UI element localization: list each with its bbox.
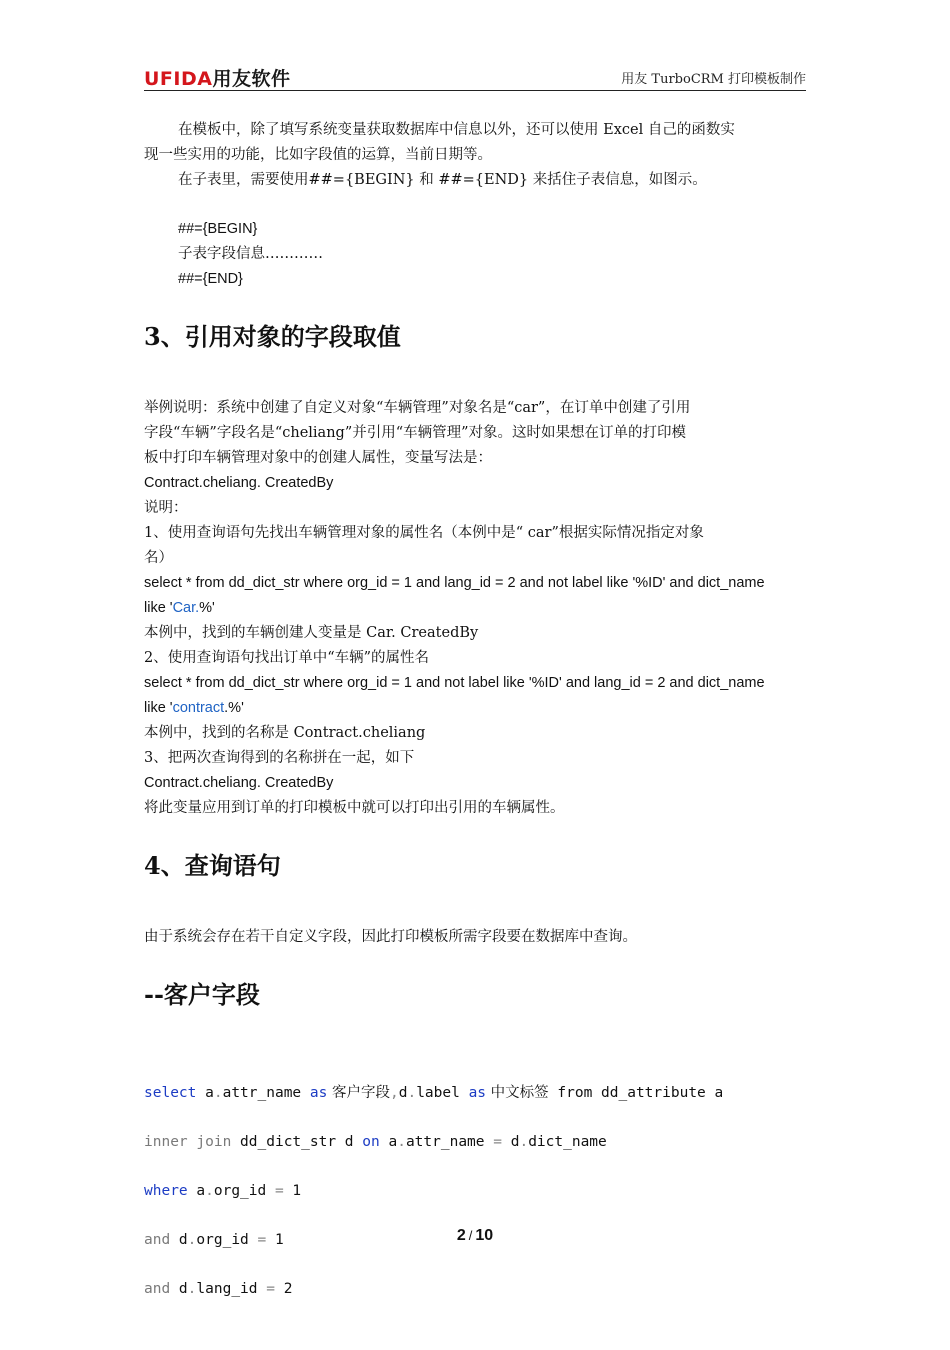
ufida-logo (144, 64, 290, 91)
code-token: a (379, 1133, 398, 1150)
code-line (144, 1277, 806, 1302)
section3-line: Contract.cheliang. CreatedBy (144, 775, 334, 791)
section3-sql-2: select * from dd_dict_str where org_id = 1 and not label like '%ID' and lang_id = 2 and dict_name (144, 675, 765, 691)
like-prefix: like ' (144, 700, 173, 716)
section3-line: 本例中，找到的名称是 Contract.cheliang (144, 725, 426, 741)
like-suffix: .%' (224, 700, 244, 716)
section4-text: 由于系统会存在若干自定义字段，因此打印模板所需字段要在数据库中查询。 (144, 929, 637, 945)
code-token: . (397, 1133, 406, 1150)
intro-paragraph-2: 在子表里，需要使用##={BEGIN} 和 ##={END} 来括住子表信息，如图示。 (178, 172, 707, 188)
code-token: a (187, 1182, 206, 1199)
section3-line: 1、使用查询语句先找出车辆管理对象的属性名（本例中是“ car”根据实际情况指定对象 (144, 525, 704, 541)
section3-line: 说明： (144, 500, 188, 516)
begin-marker: ##={BEGIN} (178, 221, 258, 237)
code-token: lang_id (196, 1280, 267, 1297)
code-token: 2 (274, 1280, 293, 1297)
logo-cn: 用友软件 (212, 68, 291, 90)
code-token: d (501, 1133, 520, 1150)
code-token: org_id (213, 1182, 275, 1199)
total-pages: 10 (475, 1227, 494, 1244)
code-token: = (266, 1280, 275, 1297)
code-token: = (257, 1231, 267, 1248)
code-token: org_id (196, 1231, 258, 1248)
end-marker: ##={END} (178, 271, 243, 287)
code-token: . (407, 1084, 417, 1101)
code-line (144, 1179, 806, 1204)
code-token: , (389, 1084, 399, 1101)
code-token: inner join (144, 1133, 232, 1150)
section3-line: 板中打印车辆管理对象中的创建人属性，变量写法是： (144, 450, 492, 466)
section3-line: 名） (144, 550, 173, 566)
code-token: . (187, 1231, 197, 1248)
header-title: 用友 TurboCRM 打印模板制作 (621, 72, 806, 87)
section3-line: 举例说明：系统中创建了自定义对象“车辆管理”对象名是“car”，在订单中创建了引用 (144, 400, 691, 416)
code-token: attr_name (405, 1133, 494, 1150)
code-token: = (274, 1182, 284, 1199)
section3-sql-2-like (144, 696, 806, 721)
page-separator: / (468, 1228, 473, 1243)
section3-line: 2、使用查询语句找出订单中“车辆”的属性名 (144, 650, 430, 666)
code-token: 1 (266, 1231, 284, 1248)
logo-en: UFIDA (144, 68, 213, 90)
like-object: Car. (172, 600, 200, 616)
code-token: and (144, 1280, 171, 1297)
code-token: as (468, 1084, 487, 1101)
code-token: label (416, 1084, 469, 1101)
page-header (144, 62, 806, 91)
like-prefix: like ' (144, 600, 173, 616)
section3-line: 3、把两次查询得到的名称拼在一起，如下 (144, 750, 415, 766)
sql-code-block (144, 1056, 806, 1350)
code-token: d (170, 1280, 188, 1297)
document-body (144, 118, 806, 1350)
current-page: 2 (456, 1227, 466, 1244)
section3-line: Contract.cheliang. CreatedBy (144, 475, 334, 491)
section3-line: 将此变量应用到订单的打印模板中就可以打印出引用的车辆属性。 (144, 800, 565, 816)
code-line (144, 1130, 806, 1155)
code-token: attr_name (222, 1084, 310, 1101)
code-token: on (362, 1133, 380, 1150)
code-token: 客户字段 (327, 1084, 390, 1101)
code-token: a (196, 1084, 214, 1101)
section3-sql-1: select * from dd_dict_str where org_id = 1 and lang_id = 2 and not label like '%ID' and dict_name (144, 575, 765, 591)
section3-line: 字段“车辆”字段名是“cheliang”并引用“车辆管理”对象。这时如果想在订单的打印模 (144, 425, 687, 441)
code-token: . (213, 1084, 223, 1101)
code-token: . (187, 1280, 197, 1297)
code-token: and (144, 1231, 171, 1248)
subtable-info: 子表字段信息………… (178, 246, 323, 262)
section-5-heading: --客户字段 (144, 980, 260, 1009)
like-object: contract (172, 700, 225, 716)
code-token: dict_name (528, 1133, 607, 1150)
code-token: 1 (283, 1182, 302, 1199)
code-token: dd_dict_str d (231, 1133, 363, 1150)
code-token: d (398, 1084, 408, 1101)
code-token: as (309, 1084, 328, 1101)
code-token: from dd_attribute a (548, 1084, 724, 1101)
section3-line: 本例中，找到的车辆创建人变量是 Car. CreatedBy (144, 625, 479, 641)
code-token: select (144, 1084, 197, 1101)
code-token: . (519, 1133, 529, 1150)
code-line (144, 1081, 806, 1106)
section-4-heading: 4、查询语句 (144, 851, 281, 880)
like-suffix: %' (199, 600, 215, 616)
code-token: where (144, 1182, 188, 1199)
section3-sql-1-like (144, 596, 806, 621)
code-token: = (493, 1133, 502, 1150)
section-3-heading: 3、引用对象的字段取值 (144, 322, 401, 351)
code-token: . (205, 1182, 214, 1199)
code-token: 中文标签 (486, 1084, 549, 1101)
code-token: d (170, 1231, 188, 1248)
page-number (0, 1227, 950, 1245)
intro-paragraph-1b: 现一些实用的功能，比如字段值的运算，当前日期等。 (144, 147, 492, 163)
intro-paragraph-1: 在模板中，除了填写系统变量获取数据库中信息以外，还可以使用 Excel 自己的函数实 (178, 122, 735, 138)
